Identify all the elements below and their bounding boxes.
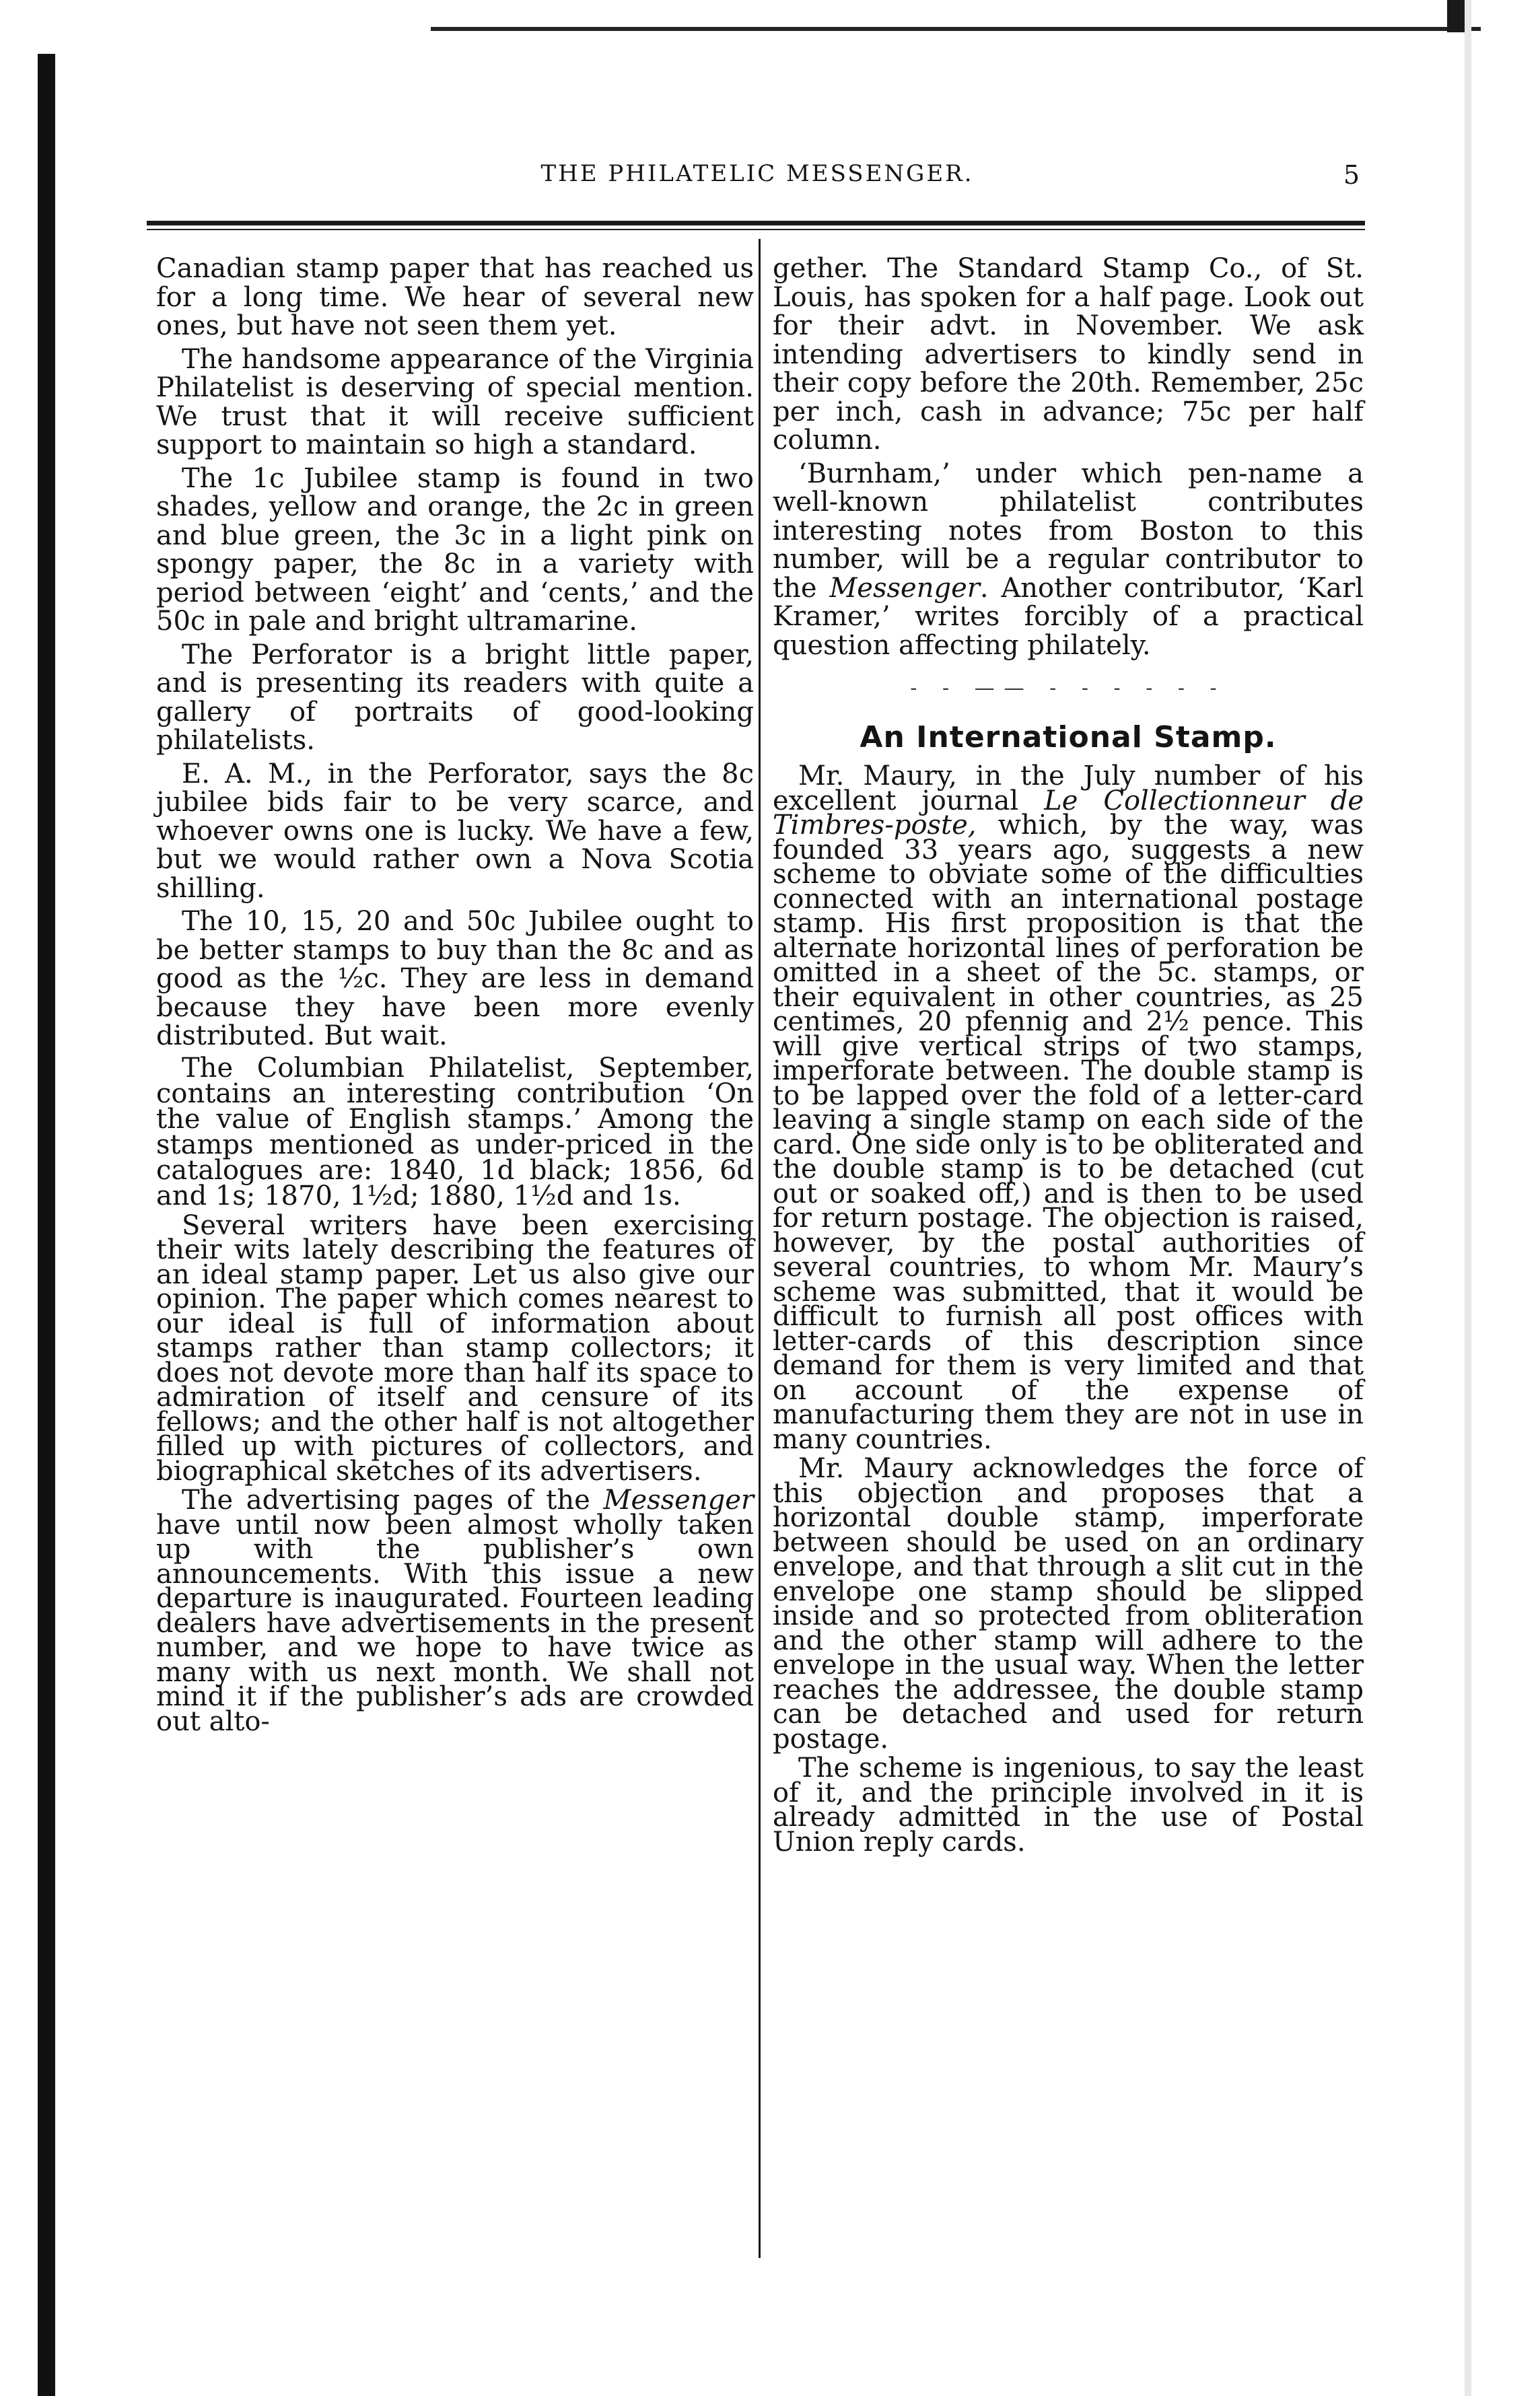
section-heading: An International Stamp. bbox=[860, 719, 1277, 754]
scan-top-rule bbox=[431, 27, 1481, 31]
paragraph: Several writers have been exercising their wits lately describing the features of an ideal stamp paper. Let us also give our opinion. The paper which comes nearest to our ideal is full of information about stamps rather than stamp collectors; it does not devote more than half its space to admiration of itself and censure of its fellows; and the other half is not altogether filled up with pictures of collectors, and biographical sketches of its advertisers. bbox=[156, 1209, 754, 1487]
left-column bbox=[156, 254, 754, 1738]
text-run: The advertising pages of the bbox=[182, 1485, 604, 1516]
paragraph: The scheme is ingenious, to say the least of it, and the principle involved in it is already admitted in the use of Postal Union reply cards. bbox=[773, 1753, 1364, 1858]
paragraph: E. A. M., in the Perforator, says the 8c jubilee bids fair to be very scarce, and whoever owns one is lucky. We have a few, but we would rather own a Nova Scotia shilling. bbox=[156, 758, 754, 904]
text-run: which, by the way, was founded 33 years ago, suggests a new scheme to obviate some of the difficulties connected with an international postage stamp. His first proposition is that the alternate horizontal lines of perforation be omitted in a sheet of the 5c. stamps, or their equivalent in other countries, as 25 centimes, 20 pfennig and 2½ pence. This will give vertical strips of two stamps, imperforate between. The double stamp is to be lapped over the fold of a letter-card leaving a single stamp on each side of the card. One side only is to be obliterated and the double stamp is to be detached (cut out or soaked off,) and is then to be used for return postage. The objection is raised, however, by the postal authorities of several countries, to whom Mr. Maury’s scheme was submitted, that it would be difficult to furnish all post offices with letter-cards of this description since demand for them is very limited and that on account of the expense of manufacturing them they are not in use in many countries. bbox=[773, 810, 1364, 1455]
scan-right-edge bbox=[1465, 0, 1471, 2396]
header-rule bbox=[147, 221, 1365, 225]
text-run: have until now been almost wholly taken up with the publisher’s own announcements. With this issue a new departure is inaugurated. Fourteen leading dealers have advertisements in the present number, and we hope to have twice as many with us next month. We shall not mind it if the publisher’s ads are crowded out alto- bbox=[156, 1509, 754, 1737]
right-column bbox=[773, 254, 1364, 1859]
publication-title: Messenger bbox=[603, 1485, 754, 1516]
paragraph: The handsome appearance of the Virginia Philatelist is deserving of special mention. We trust that it will receive sufficient support to maintain so high a standard. bbox=[156, 343, 754, 460]
publication-title: Messenger bbox=[829, 572, 980, 604]
paragraph bbox=[156, 1485, 754, 1737]
page-number: 5 bbox=[1343, 160, 1360, 190]
paragraph: Canadian stamp paper that has reached us for a long time. We hear of several new ones, but have not seen them yet. bbox=[156, 253, 754, 341]
scan-left-edge bbox=[38, 54, 55, 2396]
column-divider bbox=[759, 239, 761, 2258]
page-header bbox=[155, 160, 1360, 201]
paragraph: The 1c Jubilee stamp is found in two shades, yellow and orange, the 2c in green and blue green, the 3c in a light pink on spongy paper, the 8c in a variety with period between ‘eight’ and ‘cents,’ and the 50c in pale and bright ultramarine. bbox=[156, 462, 754, 637]
running-head: THE PHILATELIC MESSENGER. bbox=[540, 160, 974, 187]
paragraph: The Perforator is a bright little paper, and is presenting its readers with quite a gallery of portraits of good-looking philatelists. bbox=[156, 639, 754, 756]
paragraph: The Columbian Philatelist, September, contains an interesting contribution ‘On the value of English stamps.’ Among the stamps mentioned as under-priced in the catalogues are: 1840, 1d black; 1856, 6d and 1s; 1870, 1½d; 1880, 1½d and 1s. bbox=[156, 1052, 754, 1211]
paragraph: Mr. Maury acknowledges the force of this objection and proposes that a horizontal double stamp, imperforate between should be used on an ordinary envelope, and that through a slit cut in the envelope one stamp should be slipped inside and so protected from obliteration and the other stamp will adhere to the envelope in the usual way. When the letter reaches the addressee, the double stamp can be detached and used for return postage. bbox=[773, 1453, 1364, 1755]
header-rule-thin bbox=[147, 229, 1365, 230]
paragraph: gether. The Standard Stamp Co., of St. Louis, has spoken for a half page. Look out for their advt. in November. We ask intending advertisers to kindly send in their copy before the 20th. Remember, 25c per inch, cash in advance; 75c per half column. bbox=[773, 253, 1364, 456]
paragraph: The 10, 15, 20 and 50c Jubilee ought to be better stamps to buy than the 8c and as good as the ½c. They are less in demand because they have been more evenly distributed. But wait. bbox=[156, 906, 754, 1051]
text-run: Mr. Maury, in the July number of his excellent journal bbox=[773, 761, 1364, 816]
text-run: ‘Burnham,’ under which pen-name a well-known philatelist contributes interesting notes from Boston to this number, will be a regular contributor to the bbox=[773, 458, 1364, 604]
paragraph bbox=[773, 761, 1364, 1455]
publication-title: Le Collectionneur de Timbres-poste, bbox=[773, 785, 1364, 841]
text-run: . Another contributor, ‘Karl Kramer,’ writes forcibly of a practical question affecting philately. bbox=[773, 572, 1364, 661]
paragraph bbox=[773, 460, 1364, 660]
section-separator: - - —— - - - - - - bbox=[910, 676, 1226, 700]
